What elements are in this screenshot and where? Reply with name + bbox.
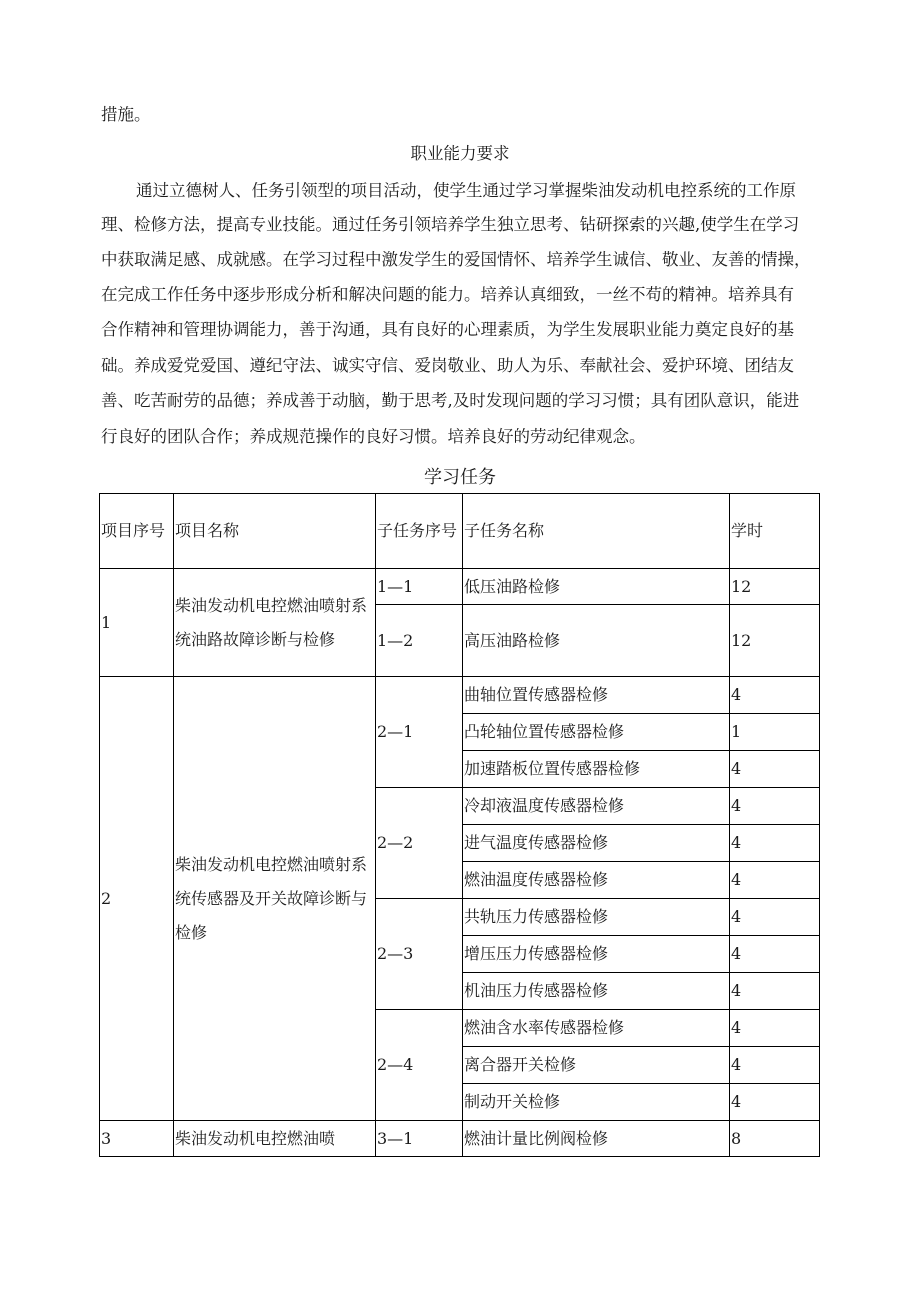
subtask-name-cell: 燃油温度传感器检修 xyxy=(463,862,730,899)
project-name-cell: 柴油发动机电控燃油喷射系统传感器及开关故障诊断与检修 xyxy=(174,677,376,1121)
subtask-name-cell: 燃油计量比例阀检修 xyxy=(463,1121,730,1157)
subtask-no-cell: 2—1 xyxy=(376,677,463,788)
hours-cell: 4 xyxy=(730,1010,820,1047)
hours-cell: 4 xyxy=(730,825,820,862)
subtask-name-cell: 机油压力传感器检修 xyxy=(463,973,730,1010)
subtask-no-cell: 1—2 xyxy=(376,605,463,677)
paragraph-line: 在完成工作任务中逐步形成分析和解决问题的能力。培养认真细致，一丝不苟的精神。培养具有 xyxy=(101,285,794,304)
project-name-cell: 柴油发动机电控燃油喷射系统油路故障诊断与检修 xyxy=(174,569,376,677)
subtask-no-cell: 1—1 xyxy=(376,569,463,605)
paragraph-line: 础。养成爱党爱国、遵纪守法、诚实守信、爱岗敬业、助人为乐、奉献社会、爱护环境、团结友 xyxy=(101,356,794,375)
paragraph-line: 中获取满足感、成就感。在学习过程中激发学生的爱国情怀、培养学生诚信、敬业、友善的情操， xyxy=(101,250,811,269)
header-project-no: 项目序号 xyxy=(100,494,174,569)
hours-cell: 4 xyxy=(730,1047,820,1084)
learning-tasks-table xyxy=(99,493,820,1157)
table-title: 学习任务 xyxy=(424,467,496,488)
table-row xyxy=(100,569,820,605)
subtask-name-cell: 共轨压力传感器检修 xyxy=(463,899,730,936)
paragraph-line: 行良好的团队合作；养成规范操作的良好习惯。培养良好的劳动纪律观念。 xyxy=(101,427,646,446)
subtask-name-cell: 冷却液温度传感器检修 xyxy=(463,788,730,825)
subtask-no-cell: 3—1 xyxy=(376,1121,463,1157)
project-no-cell: 3 xyxy=(100,1121,174,1157)
table-row xyxy=(100,677,820,714)
hours-cell: 4 xyxy=(730,751,820,788)
subtask-no-cell: 2—3 xyxy=(376,899,463,1010)
subtask-name-cell: 增压压力传感器检修 xyxy=(463,936,730,973)
subtask-name-cell: 加速踏板位置传感器检修 xyxy=(463,751,730,788)
table-row xyxy=(100,1121,820,1157)
paragraph-line: 善、吃苦耐劳的品德；养成善于动脑，勤于思考,及时发现问题的学习习惯；具有团队意识，能进 xyxy=(101,391,800,410)
intro-tail-text: 措施。 xyxy=(101,105,151,124)
subtask-name-cell: 低压油路检修 xyxy=(463,569,730,605)
subtask-name-cell: 凸轮轴位置传感器检修 xyxy=(463,714,730,751)
hours-cell: 1 xyxy=(730,714,820,751)
project-no-cell: 2 xyxy=(100,677,174,1121)
project-name-cell: 柴油发动机电控燃油喷 xyxy=(174,1121,376,1157)
project-no-cell: 1 xyxy=(100,569,174,677)
subtask-no-cell: 2—2 xyxy=(376,788,463,899)
subtask-name-cell: 制动开关检修 xyxy=(463,1084,730,1121)
hours-cell: 4 xyxy=(730,973,820,1010)
hours-cell: 8 xyxy=(730,1121,820,1157)
header-project-name: 项目名称 xyxy=(174,494,376,569)
subtask-no-cell: 2—4 xyxy=(376,1010,463,1121)
hours-cell: 4 xyxy=(730,677,820,714)
hours-cell: 4 xyxy=(730,862,820,899)
header-hours: 学时 xyxy=(730,494,820,569)
hours-cell: 4 xyxy=(730,1084,820,1121)
subtask-name-cell: 高压油路检修 xyxy=(463,605,730,677)
hours-cell: 4 xyxy=(730,788,820,825)
hours-cell: 12 xyxy=(730,569,820,605)
hours-cell: 4 xyxy=(730,899,820,936)
subtask-name-cell: 进气温度传感器检修 xyxy=(463,825,730,862)
section-title: 职业能力要求 xyxy=(410,144,510,163)
hours-cell: 12 xyxy=(730,605,820,677)
header-subtask-name: 子任务名称 xyxy=(463,494,730,569)
paragraph-line: 理、检修方法，提高专业技能。通过任务引领培养学生独立思考、钻研探索的兴趣,使学生在学习 xyxy=(101,215,800,234)
hours-cell: 4 xyxy=(730,936,820,973)
subtask-name-cell: 离合器开关检修 xyxy=(463,1047,730,1084)
header-subtask-no: 子任务序号 xyxy=(376,494,463,569)
paragraph-line: 合作精神和管理协调能力，善于沟通，具有良好的心理素质，为学生发展职业能力奠定良好的基 xyxy=(101,320,794,339)
subtask-name-cell: 燃油含水率传感器检修 xyxy=(463,1010,730,1047)
paragraph-line: 通过立德树人、任务引领型的项目活动，使学生通过学习掌握柴油发动机电控系统的工作原 xyxy=(136,181,796,200)
subtask-name-cell: 曲轴位置传感器检修 xyxy=(463,677,730,714)
table-header-row xyxy=(100,494,820,569)
